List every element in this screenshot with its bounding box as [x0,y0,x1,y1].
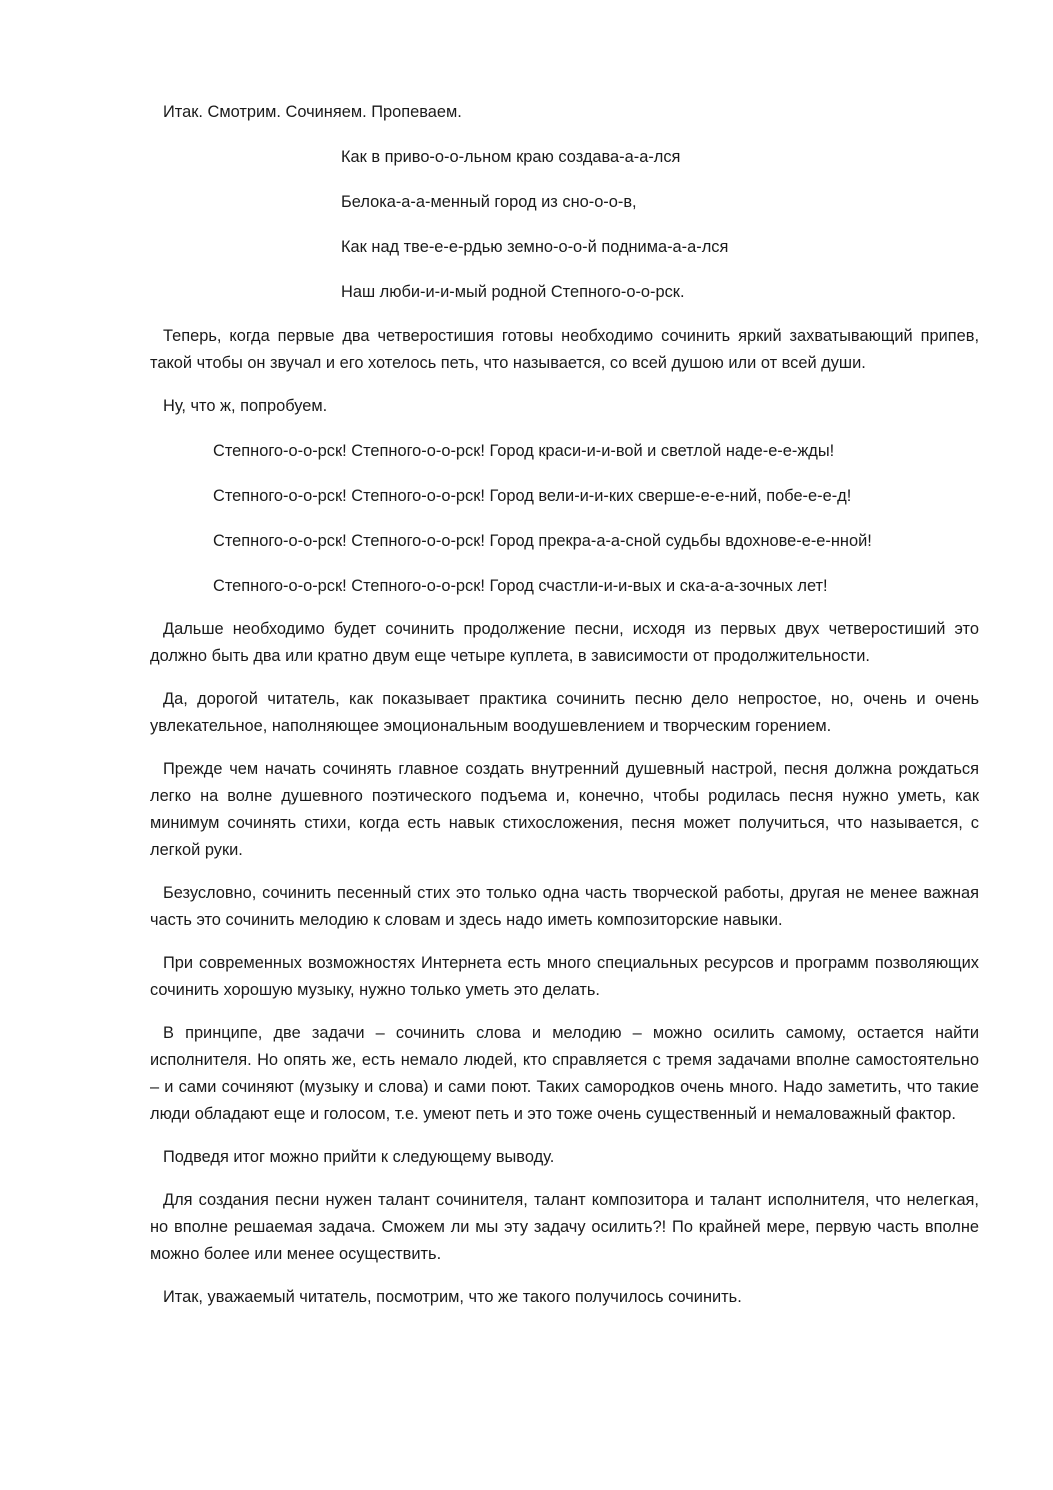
verse-stanza [150,144,979,306]
body-paragraph: Дальше необходимо будет сочинить продолжение песни, исходя из первых двух четверостиший это должно быть два или кратно двум еще четыре куплета, в зависимости от продолжительности. [150,620,979,665]
body-paragraph: В принципе, две задачи – сочинить слова и мелодию – можно осилить самому, остается найти исполнителя. Но опять же, есть немало людей, кто справляется с тремя задачами вполне самостоятельно – и сами сочиняют (музыку и слова) и сами поют. Таких самородков очень много. Надо заметить, что такие люди обладают еще и голосом, т.е. умеют петь и это тоже очень существенный и немаловажный фактор. [150,1024,979,1123]
chorus-line: Степного-о-о-рск! Степного-о-о-рск! Город счастли-и-и-вых и ска-а-а-зочных лет! [213,577,828,595]
body-paragraph: Безусловно, сочинить песенный стих это только одна часть творческой работы, другая не менее важная часть это сочинить мелодию к словам и здесь надо иметь композиторские навыки. [150,884,979,929]
chorus-stanza [150,438,979,600]
body-paragraph: Подведя итог можно прийти к следующему выводу. [163,1148,555,1166]
body-paragraph: Да, дорогой читатель, как показывает практика сочинить песню дело непростое, но, очень и очень увлекательное, наполняющее эмоциональным воодушевлением и творческим горением. [150,690,979,735]
verse-line: Как над тве-е-е-рдью земно-о-о-й поднима-а-а-лся [341,238,729,256]
body-paragraph: Итак, уважаемый читатель, посмотрим, что же такого получилось сочинить. [163,1288,742,1306]
body-paragraph: Для создания песни нужен талант сочинителя, талант композитора и талант исполнителя, что нелегкая, но вполне решаемая задача. Сможем ли мы эту задачу осилить?! По крайней мере, первую часть вполне можно более или менее осуществить. [150,1191,979,1263]
chorus-intro-paragraph: Теперь, когда первые два четверостишия готовы необходимо сочинить яркий захватывающий припев, такой чтобы он звучал и его хотелось петь, что называется, со всей душою или от всей души. [150,327,979,372]
intro-paragraph: Итак. Смотрим. Сочиняем. Пропеваем. [163,103,462,121]
chorus-line: Степного-о-о-рск! Степного-о-о-рск! Город краси-и-и-вой и светлой наде-е-е-жды! [213,442,835,460]
body-paragraph: Прежде чем начать сочинять главное создать внутренний душевный настрой, песня должна рождаться легко на волне душевного поэтического подъема и, конечно, чтобы родилась песня нужно уметь, как минимум сочинять стихи, когда есть навык стихосложения, песня может получиться, что называется, с легкой руки. [150,760,979,859]
chorus-line: Степного-о-о-рск! Степного-о-о-рск! Город вели-и-и-ких сверше-е-е-ний, побе-е-е-д! [213,487,852,505]
chorus-line: Степного-о-о-рск! Степного-о-о-рск! Город прекра-а-а-сной судьбы вдохнове-е-е-нной! [213,532,872,550]
try-line-paragraph: Ну, что ж, попробуем. [163,397,328,415]
verse-line: Белока-а-а-менный город из сно-о-о-в, [341,193,637,211]
body-paragraph: При современных возможностях Интернета есть много специальных ресурсов и программ позволяющих сочинить хорошую музыку, нужно только уметь это делать. [150,954,979,999]
document-body [150,99,979,1327]
verse-line: Наш люби-и-и-мый родной Степного-о-о-рск. [341,283,685,301]
verse-line: Как в приво-о-о-льном краю создава-а-а-лся [341,148,681,166]
